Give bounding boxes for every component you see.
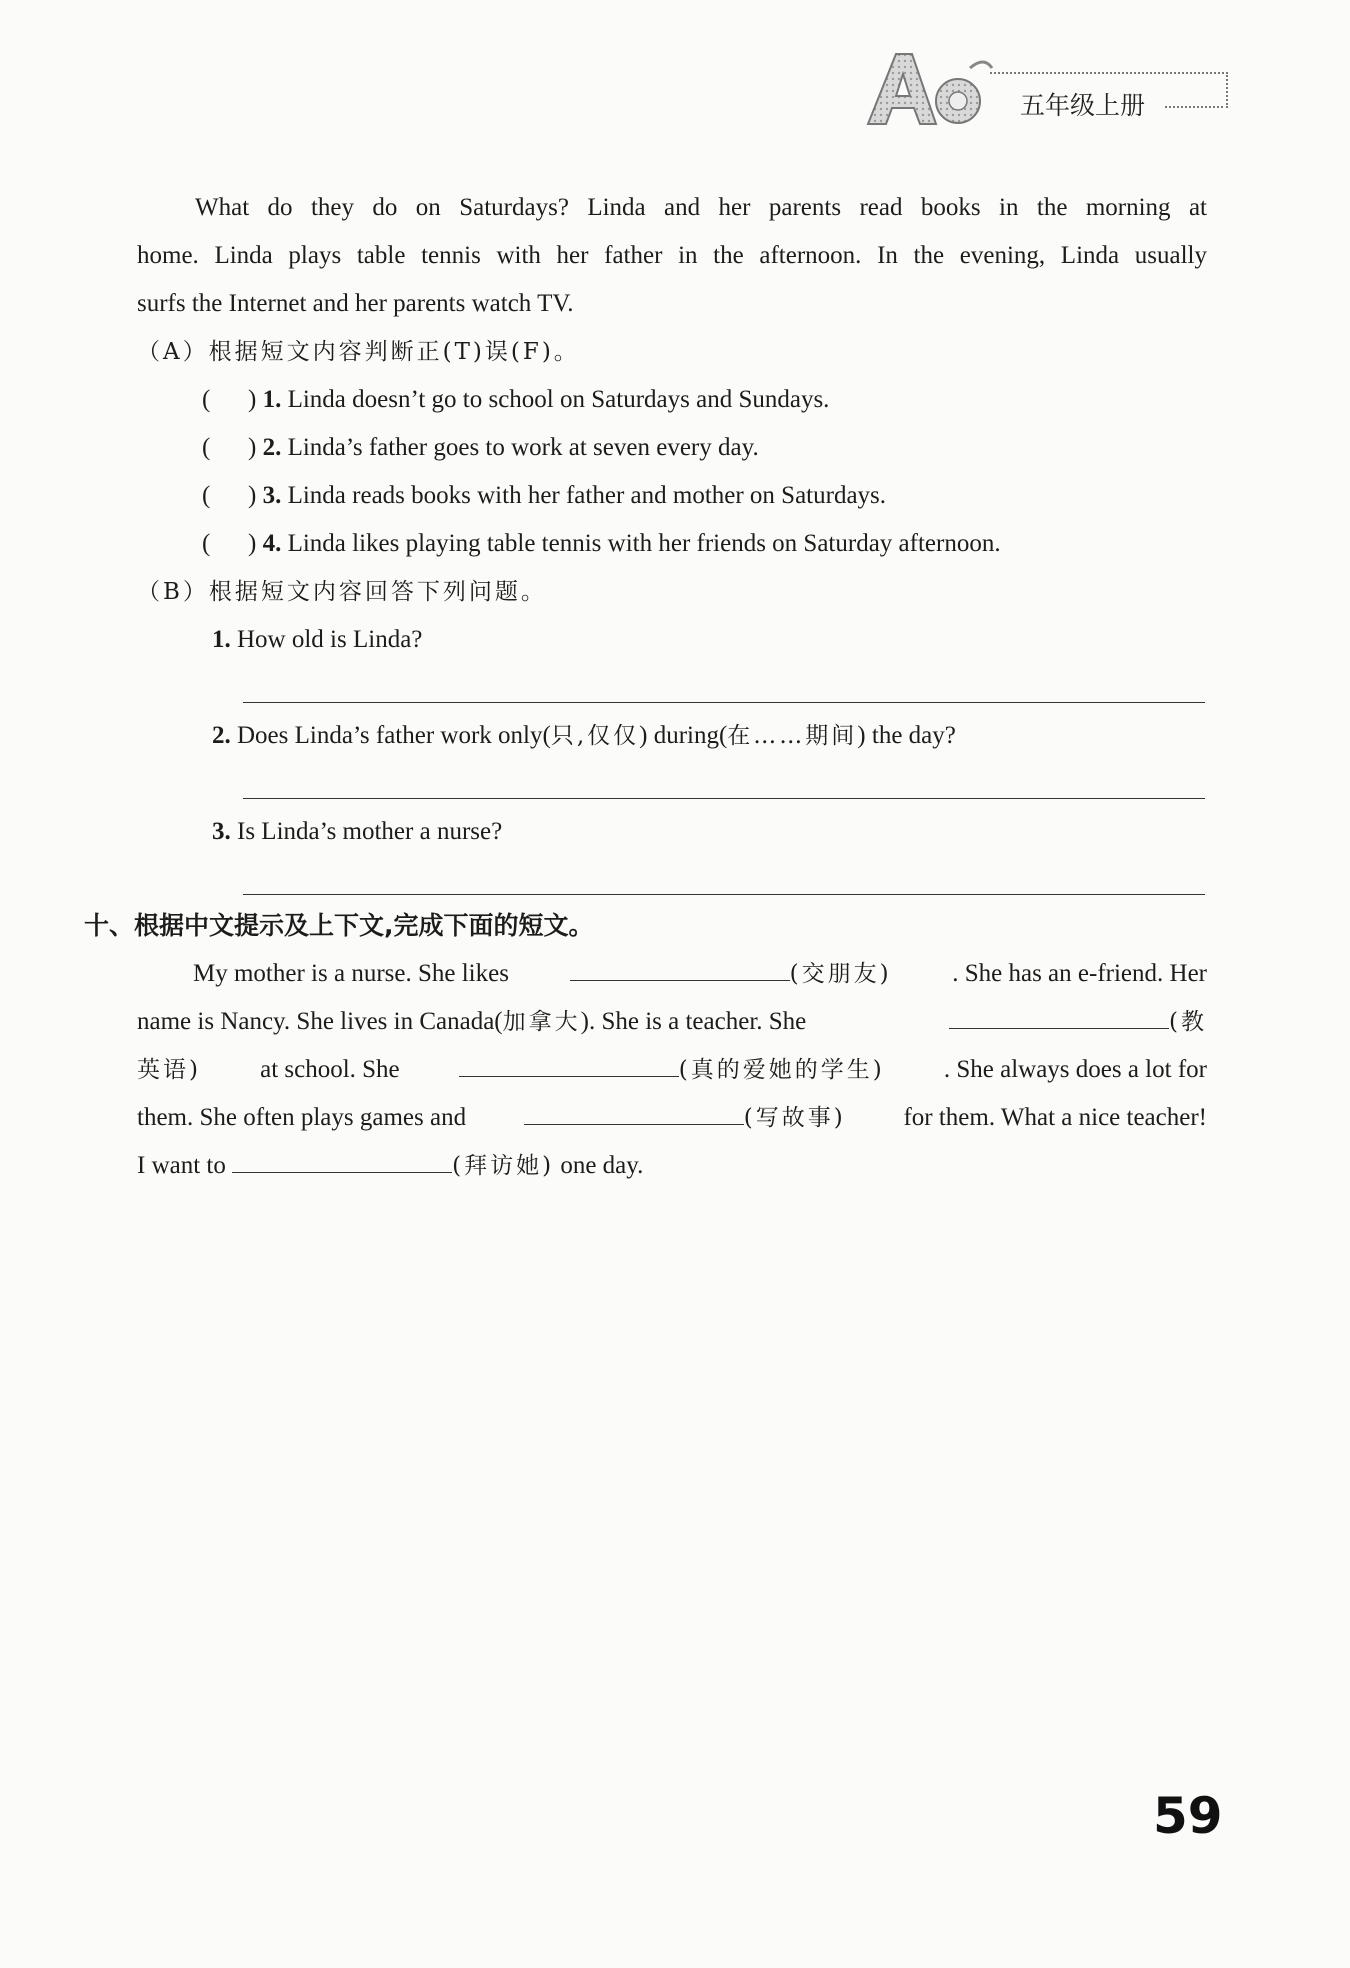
tf-item-3 (202, 472, 886, 520)
header-rule-vertical (1226, 72, 1228, 108)
cloze-hint-2: (教 (1169, 1009, 1207, 1035)
question-text: Is Linda’s mother a nurse? (237, 818, 503, 845)
cloze-text: ). She is a teacher. She (580, 1008, 807, 1035)
cloze-hint-1: (交朋友) (789, 961, 892, 987)
passage-line-3: surfs the Internet and her parents watch TV. (137, 290, 574, 317)
cloze-hint-3: (真的爱她的学生) (678, 1057, 885, 1083)
question-text: How old is Linda? (237, 626, 423, 653)
item-number: 2. (262, 434, 282, 461)
item-number: 4. (262, 530, 282, 557)
question-hint-a: 只,仅仅 (550, 723, 640, 749)
header-rule (990, 72, 1228, 74)
cloze-blank-5[interactable] (232, 1142, 452, 1173)
cloze-hint-2-cont: 英语) (137, 1057, 201, 1083)
item-text: Linda reads books with her father and mother on Saturdays. (287, 482, 887, 509)
question-text-b: ) during( (639, 722, 728, 749)
answer-paren-open[interactable]: ( (202, 434, 211, 461)
tf-item-2 (202, 424, 759, 472)
cloze-line-5 (137, 1142, 643, 1190)
tf-item-1 (202, 376, 829, 424)
cloze-blank-3[interactable] (459, 1046, 679, 1077)
question-text-a: Does Linda’s father work only( (237, 722, 551, 749)
answer-paren-open[interactable]: ( (202, 482, 211, 509)
question-1 (212, 616, 422, 664)
tf-item-4 (202, 520, 1001, 568)
ao-logo-icon (860, 46, 995, 131)
grade-label: 五年级上册 (1020, 91, 1146, 120)
answer-paren-close: ) (248, 482, 257, 509)
cloze-line-2 (137, 998, 1207, 1046)
item-number: 1. (262, 386, 282, 413)
item-number: 3. (262, 482, 282, 509)
cloze-text: one day. (560, 1152, 644, 1179)
question-3 (212, 808, 502, 856)
cloze-line-4 (137, 1094, 1207, 1142)
passage-line-2: home. Linda plays table tennis with her father in the afternoon. In the evening, Linda usually (137, 242, 1207, 269)
answer-line-2[interactable] (243, 798, 1205, 799)
page-header (860, 46, 1260, 136)
answer-line-3[interactable] (243, 894, 1205, 895)
cloze-hint-canada: 加拿大 (502, 1009, 581, 1035)
question-hint-b: 在……期间 (727, 723, 858, 749)
part-a-instruction: （A）根据短文内容判断正(T)误(F)。 (137, 339, 580, 365)
question-number: 3. (212, 818, 231, 845)
part-b-instruction: （B）根据短文内容回答下列问题。 (137, 579, 547, 605)
answer-paren-open[interactable]: ( (202, 386, 211, 413)
page-number: 59 (1153, 1787, 1223, 1845)
cloze-text: at school. She (260, 1056, 400, 1083)
answer-line-1[interactable] (243, 702, 1205, 703)
cloze-hint-4: (写故事) (743, 1105, 846, 1131)
cloze-hint-5: (拜访她) (452, 1153, 555, 1179)
answer-paren-close: ) (248, 530, 257, 557)
cloze-text: for them. What a nice teacher! (903, 1104, 1207, 1131)
question-2 (212, 712, 956, 760)
cloze-text: . She has an e-friend. Her (952, 960, 1207, 987)
cloze-blank-4[interactable] (524, 1094, 744, 1125)
answer-paren-close: ) (248, 386, 257, 413)
item-text: Linda likes playing table tennis with her friends on Saturday afternoon. (287, 530, 1001, 557)
question-number: 2. (212, 722, 231, 749)
cloze-text: I want to (137, 1152, 226, 1179)
cloze-line-1 (193, 950, 1207, 998)
answer-paren-open[interactable]: ( (202, 530, 211, 557)
item-text: Linda’s father goes to work at seven every day. (287, 434, 759, 461)
item-text: Linda doesn’t go to school on Saturdays and Sundays. (287, 386, 830, 413)
question-text-c: ) the day? (857, 722, 956, 749)
passage-line-1: What do they do on Saturdays? Linda and her parents read books in the morning at (195, 194, 1207, 221)
question-number: 1. (212, 626, 231, 653)
header-dots (1165, 106, 1223, 108)
answer-paren-close: ) (248, 434, 257, 461)
cloze-text: My mother is a nurse. She likes (193, 960, 509, 987)
cloze-line-3 (137, 1046, 1207, 1094)
cloze-text: them. She often plays games and (137, 1104, 467, 1131)
cloze-blank-2[interactable] (949, 998, 1169, 1029)
cloze-text: name is Nancy. She lives in Canada( (137, 1008, 503, 1035)
cloze-blank-1[interactable] (570, 950, 790, 981)
section-ten-title: 十、根据中文提示及上下文,完成下面的短文。 (84, 911, 594, 940)
cloze-text: . She always does a lot for (943, 1056, 1207, 1083)
